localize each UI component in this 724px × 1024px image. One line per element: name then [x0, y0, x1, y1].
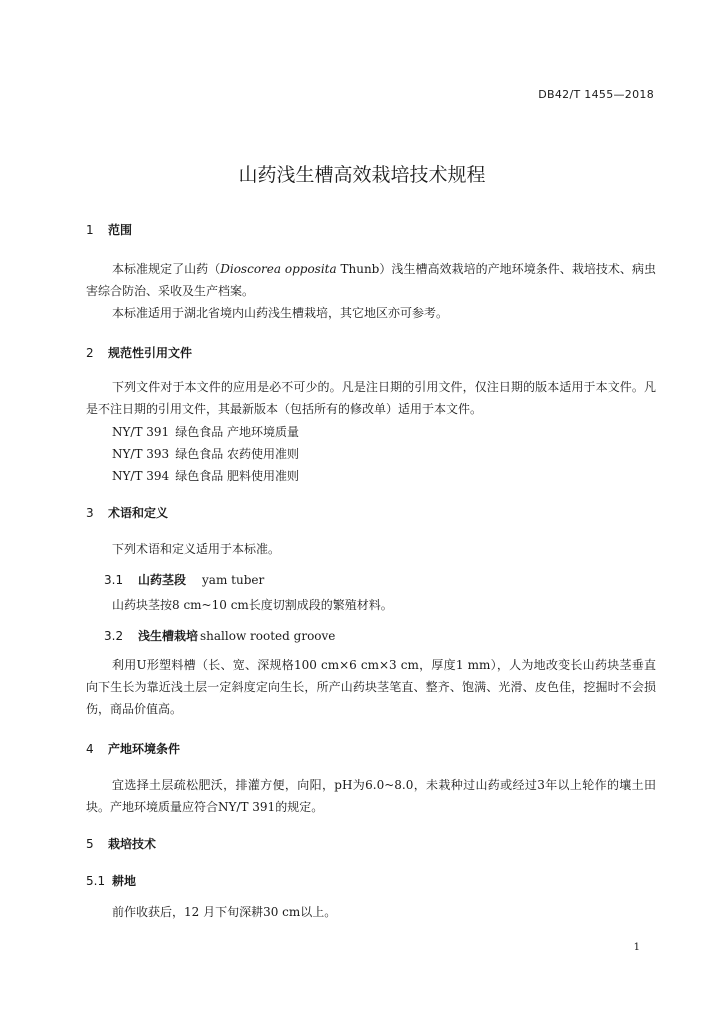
section-1-paragraph-1 — [86, 258, 656, 302]
section-title: 范围 — [108, 223, 133, 237]
latin-name: Dioscorea opposita — [220, 262, 337, 276]
term-english: yam tuber — [202, 573, 265, 587]
reference-code: NY/T 393 — [112, 447, 170, 461]
term-3-1-heading — [104, 571, 264, 588]
section-number: 2 — [86, 346, 94, 360]
section-number: 5 — [86, 837, 94, 851]
text-run: 本标准规定了山药（ — [112, 262, 221, 276]
section-number: 5.1 — [86, 874, 106, 888]
reference-title: 绿色食品 农药使用准则 — [175, 447, 300, 461]
section-4-heading — [86, 740, 180, 757]
section-title: 栽培技术 — [108, 837, 157, 851]
reference-code: NY/T 394 — [112, 469, 170, 483]
clause-number: 3.1 — [104, 573, 124, 587]
section-number: 4 — [86, 742, 94, 756]
section-4-paragraph-1: 宜选择土层疏松肥沃，排灌方便，向阳，pH为6.0~8.0，未栽种过山药或经过3年以上轮作的壤土田块。产地环境质量应符合NY/T 391的规定。 — [86, 778, 656, 814]
subsection-5-1-paragraph: 前作收获后，12 月下旬深耕30 cm以上。 — [112, 905, 337, 919]
section-1-paragraph-2: 本标准适用于湖北省境内山药浅生槽栽培，其它地区亦可参考。 — [112, 306, 449, 320]
document-title: 山药浅生槽高效栽培技术规程 — [238, 164, 486, 186]
standard-code: DB42/T 1455—2018 — [538, 88, 654, 101]
reference-title: 绿色食品 肥料使用准则 — [175, 469, 300, 483]
section-number: 3 — [86, 506, 94, 520]
text-run: Thunb）浅生槽高效栽培的产地环境条件、栽培技术、病虫害综合防治、采收及生产档案。 — [86, 262, 656, 298]
term-name: 浅生槽栽培 — [138, 629, 199, 643]
section-2-heading — [86, 344, 192, 361]
clause-number: 3.2 — [104, 629, 124, 643]
section-1-heading — [86, 221, 132, 238]
term-3-2-definition: 利用U形塑料槽（长、宽、深规格100 cm×6 cm×3 cm，厚度1 mm），人为地改变长山药块茎垂直向下生长为靠近浅土层一定斜度定向生长，所产山药块茎笔直、整齐、饱满、光滑、皮色佳，挖掘时不会损伤，商品价值高。 — [86, 658, 656, 716]
term-name: 山药茎段 — [138, 573, 187, 587]
section-3-intro: 下列术语和定义适用于本标准。 — [112, 542, 281, 556]
reference-title: 绿色食品 产地环境质量 — [175, 425, 300, 439]
term-3-1-definition: 山药块茎按8 cm~10 cm长度切割成段的繁殖材料。 — [112, 598, 393, 612]
section-3-heading — [86, 504, 168, 521]
term-3-2-heading — [104, 627, 335, 644]
section-title: 规范性引用文件 — [108, 346, 193, 360]
section-title: 产地环境条件 — [108, 742, 181, 756]
term-english: shallow rooted groove — [200, 629, 336, 643]
reference-item — [112, 467, 299, 484]
section-5-heading — [86, 835, 156, 852]
subsection-5-1-heading — [86, 872, 136, 889]
section-2-paragraph-1: 下列文件对于本文件的应用是必不可少的。凡是注日期的引用文件，仅注日期的版本适用于本文件。凡是不注日期的引用文件，其最新版本（包括所有的修改单）适用于本文件。 — [86, 380, 656, 416]
reference-item — [112, 445, 299, 462]
page-number: 1 — [633, 942, 640, 953]
reference-item — [112, 423, 299, 440]
section-title: 耕地 — [112, 874, 137, 888]
section-title: 术语和定义 — [108, 506, 169, 520]
reference-code: NY/T 391 — [112, 425, 170, 439]
section-number: 1 — [86, 223, 94, 237]
